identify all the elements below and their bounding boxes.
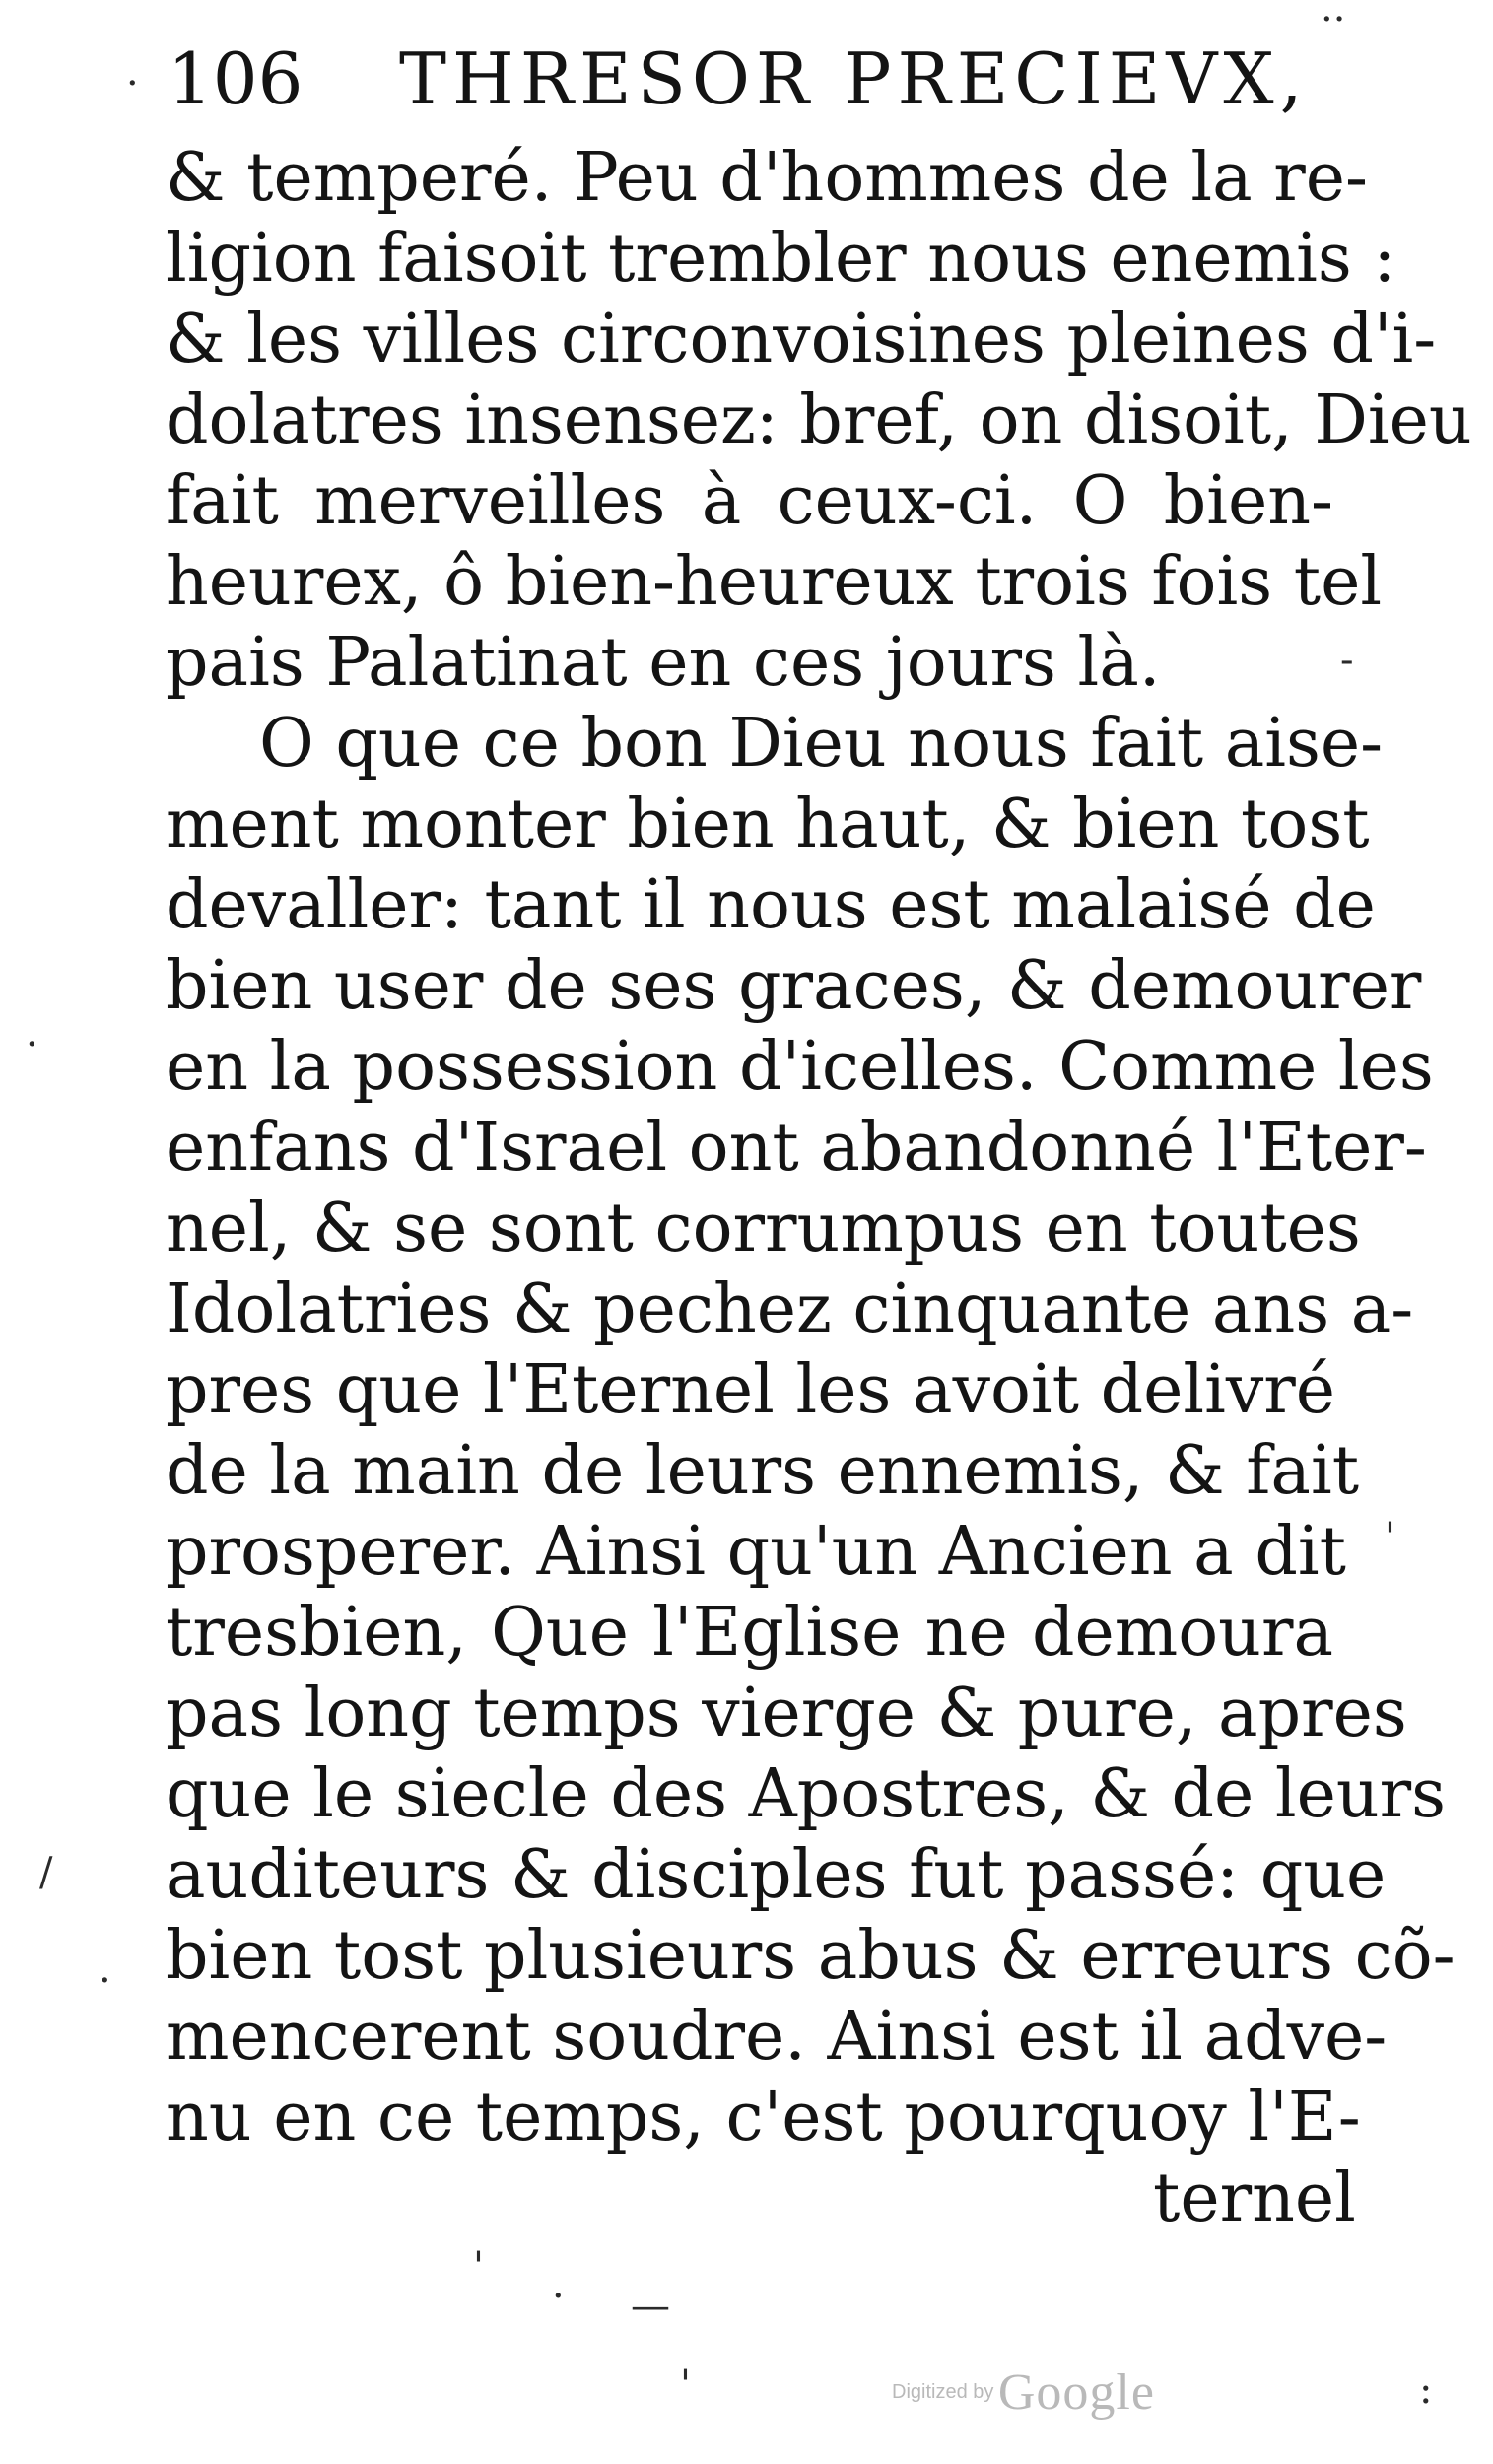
text-line: bien tost plusieurs abus & erreurs cõ- [166, 1917, 1456, 1995]
text-line: auditeurs & disciples fut passé: que [166, 1836, 1387, 1914]
watermark-prefix: Digitized by [892, 2381, 994, 2403]
text-line: & temperé. Peu d'hommes de la re- [166, 139, 1368, 217]
text-line: fait merveilles à ceux-ci. O bien- [166, 462, 1333, 540]
print-speck: — [631, 2284, 670, 2329]
text-line: enfans d'Israel ont abandonné l'Eter- [166, 1109, 1427, 1187]
print-speck: · [552, 2274, 565, 2319]
text-line: Idolatries & pechez cinquante ans a- [166, 1270, 1414, 1348]
print-speck: · [99, 1958, 111, 2004]
print-speck: ' [473, 2244, 484, 2290]
text-line: de la main de leurs ennemis, & fait [166, 1432, 1360, 1510]
text-line: pas long temps vierge & pure, apres [166, 1675, 1407, 1752]
text-line: en la possession d'icelles. Comme les [166, 1028, 1434, 1106]
text-line: dolatres insensez: bref, on disoit, Dieu [166, 381, 1472, 459]
print-speck: ·· [1321, 0, 1346, 42]
text-line: ligion faisoit trembler nous enemis : [166, 220, 1396, 298]
text-line: heurex, ô bien-heureux trois fois tel [166, 543, 1383, 621]
text-line: nu en ce temps, c'est pourquoy l'E- [166, 2079, 1361, 2156]
text-line: prosperer. Ainsi qu'un Ancien a dit [166, 1513, 1346, 1591]
print-speck: ' [680, 2362, 691, 2408]
text-line: bien user de ses graces, & demourer [166, 947, 1422, 1025]
text-line: devaller: tant il nous est malaisé de [166, 866, 1376, 944]
text-line: que le siecle des Apostres, & de leurs [166, 1755, 1447, 1833]
text-line: mencerent soudre. Ainsi est il adve- [166, 1998, 1388, 2076]
google-logo: Google [997, 2364, 1155, 2421]
text-line: nel, & se sont corrumpus en toutes [166, 1190, 1361, 1267]
text-line: pais Palatinat en ces jours là. [166, 624, 1161, 702]
paragraph-start-line: O que ce bon Dieu nous fait aise- [259, 705, 1384, 783]
body-text [166, 138, 1472, 2158]
page-header [168, 30, 1330, 128]
print-speck: ' [1385, 1515, 1395, 1560]
print-speck: · [126, 61, 139, 106]
catchword: ternel [1153, 2159, 1356, 2237]
print-speck: : [1419, 2367, 1433, 2413]
text-line: tresbien, Que l'Eglise ne demoura [166, 1594, 1333, 1672]
text-line: pres que l'Eternel les avoit delivré [166, 1351, 1336, 1429]
print-speck: - [1340, 638, 1354, 683]
digitization-watermark [892, 2363, 1155, 2422]
text-line: & les villes circonvoisines pleines d'i- [166, 301, 1437, 378]
text-line: ment monter bien haut, & bien tost [166, 786, 1370, 863]
print-speck: / [39, 1850, 53, 1895]
running-title: THRESOR PRECIEVX, [399, 37, 1309, 120]
page-number: 106 [168, 37, 304, 120]
print-speck: · [26, 1022, 38, 1067]
